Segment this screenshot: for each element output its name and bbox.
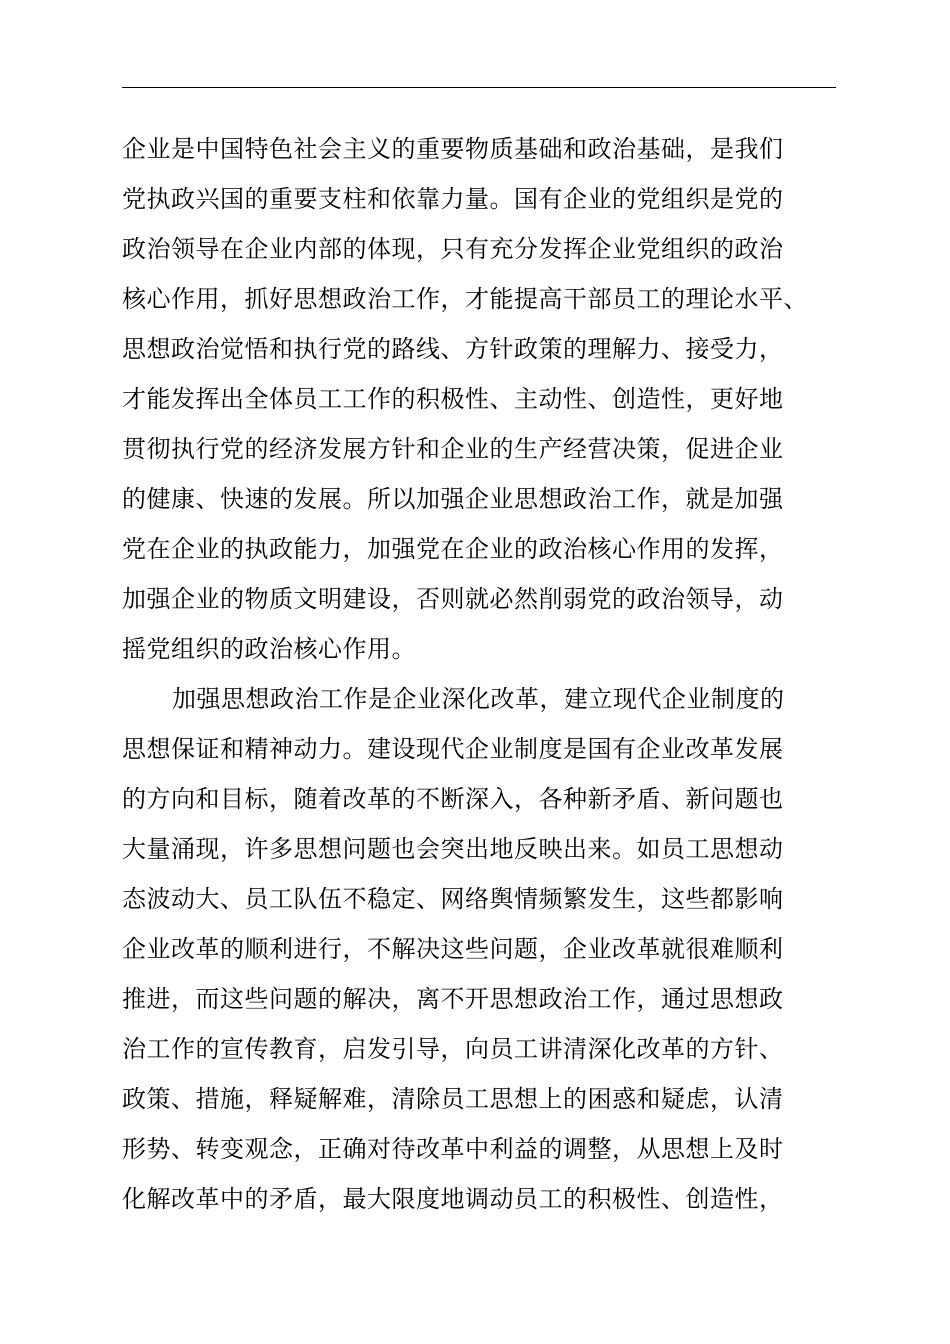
- paragraph-2-line-10: 形势、转变观念，正确对待改革中利益的调整，从思想上及时: [122, 1135, 784, 1163]
- paragraph-2-line-11: 化解改革中的矛盾，最大限度地调动员工的积极性、创造性，: [122, 1185, 784, 1213]
- paragraph-2-line-2: 思想保证和精神动力。建设现代企业制度是国有企业改革发展: [122, 735, 784, 763]
- body-text: [122, 124, 882, 1224]
- paragraph-1-line-7: 贯彻执行党的经济发展方针和企业的生产经营决策，促进企业: [122, 435, 784, 463]
- paragraph-1-line-4: 核心作用，抓好思想政治工作，才能提高干部员工的理论水平、: [122, 285, 808, 313]
- paragraph-2-line-1: 加强思想政治工作是企业深化改革，建立现代企业制度的: [172, 685, 785, 713]
- paragraph-1-line-11: 摇党组织的政治核心作用。: [122, 635, 416, 663]
- paragraph-2-line-3: 的方向和目标，随着改革的不断深入，各种新矛盾、新问题也: [122, 785, 784, 813]
- header-rule: [122, 87, 836, 88]
- paragraph-1-line-3: 政治领导在企业内部的体现，只有充分发挥企业党组织的政治: [122, 235, 784, 263]
- paragraph-1-line-8: 的健康、快速的发展。所以加强企业思想政治工作，就是加强: [122, 485, 784, 513]
- paragraph-2-line-4: 大量涌现，许多思想问题也会突出地反映出来。如员工思想动: [122, 835, 784, 863]
- paragraph-2-line-7: 推进，而这些问题的解决，离不开思想政治工作，通过思想政: [122, 985, 784, 1013]
- paragraph-2-line-8: 治工作的宣传教育，启发引导，向员工讲清深化改革的方针、: [122, 1035, 784, 1063]
- paragraph-2-line-9: 政策、措施，释疑解难，清除员工思想上的困惑和疑虑，认清: [122, 1085, 784, 1113]
- paragraph-1-line-2: 党执政兴国的重要支柱和依靠力量。国有企业的党组织是党的: [122, 185, 784, 213]
- paragraph-1-line-6: 才能发挥出全体员工工作的积极性、主动性、创造性，更好地: [122, 385, 784, 413]
- paragraph-1-line-9: 党在企业的执政能力，加强党在企业的政治核心作用的发挥，: [122, 535, 784, 563]
- paragraph-2-line-5: 态波动大、员工队伍不稳定、网络舆情频繁发生，这些都影响: [122, 885, 784, 913]
- paragraph-1-line-1: 企业是中国特色社会主义的重要物质基础和政治基础，是我们: [122, 135, 784, 163]
- paragraph-1-line-5: 思想政治觉悟和执行党的路线、方针政策的理解力、接受力，: [122, 335, 784, 363]
- paragraph-1-line-10: 加强企业的物质文明建设，否则就必然削弱党的政治领导，动: [122, 585, 784, 613]
- paragraph-2-line-6: 企业改革的顺利进行，不解决这些问题，企业改革就很难顺利: [122, 935, 784, 963]
